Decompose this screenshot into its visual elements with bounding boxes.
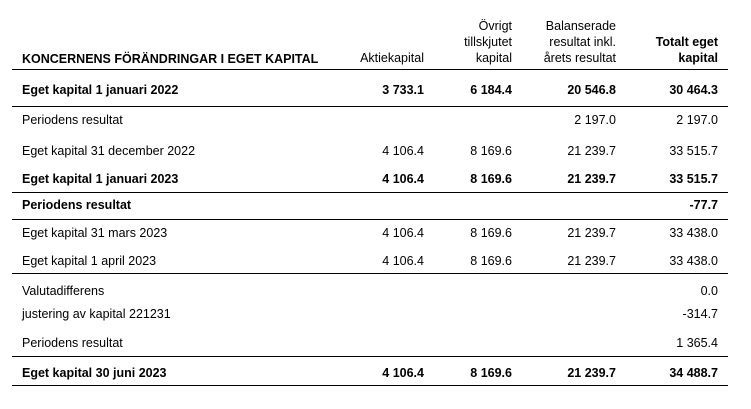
row-value-col4: 33 515.7 [669, 172, 718, 186]
table-row [12, 247, 728, 274]
row-value-col4: 0.0 [700, 284, 718, 298]
column-header-total-equity: Totalt eget kapital [655, 35, 718, 65]
table-row [12, 325, 728, 357]
row-value-col1: 4 106.4 [382, 226, 424, 240]
table-title: KONCERNENS FÖRÄNDRINGAR I EGET KAPITAL [22, 52, 319, 66]
column-header-retained-earnings: Balanserade resultat inkl. årets resultat [543, 19, 616, 65]
table-row [12, 301, 728, 325]
row-value-col2: 8 169.6 [470, 172, 512, 186]
table-row [12, 163, 728, 193]
row-label: Valutadifferens [22, 284, 105, 298]
table-body [12, 70, 728, 386]
row-value-col1: 4 106.4 [382, 366, 424, 380]
row-value-col4: 2 197.0 [676, 113, 718, 127]
row-value-col2: 8 169.6 [470, 144, 512, 158]
row-label: Eget kapital 1 januari 2023 [22, 172, 179, 186]
row-label: Eget kapital 1 januari 2022 [22, 83, 179, 97]
row-value-col4: -77.7 [689, 198, 718, 212]
row-value-col2: 8 169.6 [470, 366, 512, 380]
row-value-col3: 21 239.7 [567, 172, 616, 186]
row-value-col4: -314.7 [682, 307, 718, 321]
row-label: Eget kapital 1 april 2023 [22, 254, 157, 268]
row-value-col1: 3 733.1 [382, 83, 424, 97]
row-value-col3: 21 239.7 [567, 366, 616, 380]
table-row [12, 70, 728, 107]
row-label: Eget kapital 31 mars 2023 [22, 226, 168, 240]
row-value-col2: 6 184.4 [470, 83, 512, 97]
row-value-col2: 8 169.6 [470, 226, 512, 240]
table-row [12, 274, 728, 301]
row-value-col4: 33 515.7 [669, 144, 718, 158]
row-value-col3: 2 197.0 [574, 113, 616, 127]
row-value-col1: 4 106.4 [382, 172, 424, 186]
row-label: Periodens resultat [22, 336, 123, 350]
table-row [12, 220, 728, 247]
row-value-col3: 21 239.7 [567, 254, 616, 268]
row-value-col2: 8 169.6 [470, 254, 512, 268]
row-value-col4: 33 438.0 [669, 226, 718, 240]
row-value-col4: 34 488.7 [669, 366, 718, 380]
row-label: Periodens resultat [22, 198, 132, 212]
row-value-col1: 4 106.4 [382, 254, 424, 268]
equity-changes-table [12, 12, 728, 386]
row-value-col4: 30 464.3 [669, 83, 718, 97]
table-header [12, 12, 728, 70]
row-label: Eget kapital 31 december 2022 [22, 144, 196, 158]
row-value-col4: 33 438.0 [669, 254, 718, 268]
row-value-col3: 21 239.7 [567, 144, 616, 158]
row-value-col3: 21 239.7 [567, 226, 616, 240]
row-label: justering av kapital 221231 [22, 307, 171, 321]
row-value-col3: 20 546.8 [567, 83, 616, 97]
row-label: Periodens resultat [22, 113, 123, 127]
row-value-col4: 1 365.4 [676, 336, 718, 350]
table-row [12, 107, 728, 135]
column-header-share-capital: Aktiekapital [360, 51, 424, 65]
table-row [12, 135, 728, 163]
table-row [12, 357, 728, 386]
table-row [12, 193, 728, 220]
row-label: Eget kapital 30 juni 2023 [22, 366, 167, 380]
row-value-col1: 4 106.4 [382, 144, 424, 158]
column-header-other-contributed-capital: Övrigt tillskjutet kapital [464, 19, 512, 65]
